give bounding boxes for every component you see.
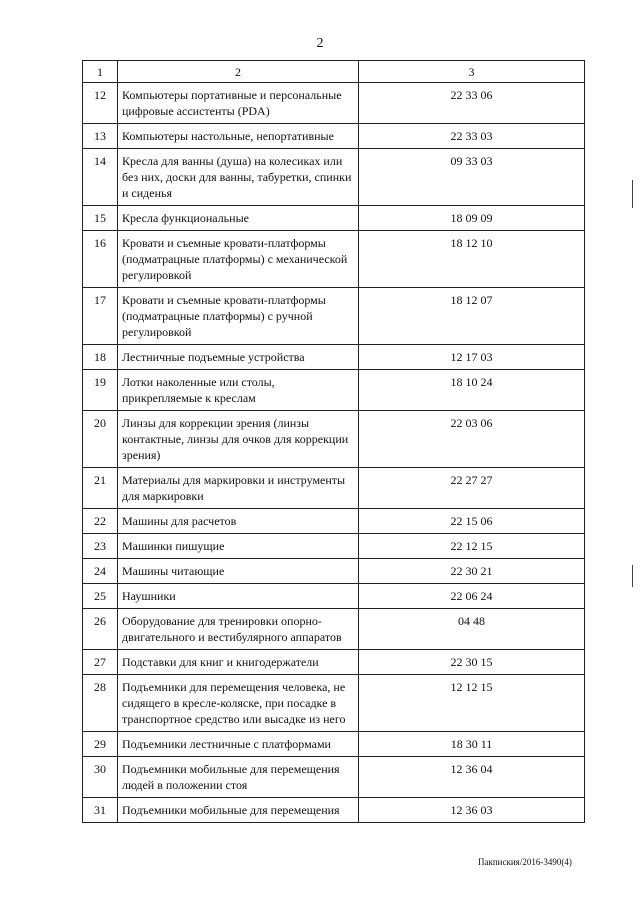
item-name: Кровати и съемные кровати-платформы (подматрацные платформы) с ручной регулировкой <box>118 288 359 345</box>
item-name: Подъемники мобильные для перемещения людей в положении стоя <box>118 757 359 798</box>
row-number: 26 <box>83 609 118 650</box>
item-code: 22 15 06 <box>359 509 585 534</box>
row-number: 12 <box>83 83 118 124</box>
row-number: 29 <box>83 732 118 757</box>
table-row <box>83 370 585 411</box>
item-code: 22 30 15 <box>359 650 585 675</box>
item-name: Компьютеры настольные, непортативные <box>118 124 359 149</box>
item-code: 18 12 10 <box>359 231 585 288</box>
row-number: 18 <box>83 345 118 370</box>
row-number: 31 <box>83 798 118 823</box>
header-cell-num: 1 <box>83 61 118 83</box>
row-number: 25 <box>83 584 118 609</box>
table-row <box>83 798 585 823</box>
page-number: 2 <box>316 36 324 51</box>
header-cell-code: 3 <box>359 61 585 83</box>
item-code: 12 17 03 <box>359 345 585 370</box>
item-code: 09 33 03 <box>359 149 585 206</box>
row-number: 24 <box>83 559 118 584</box>
header-cell-name: 2 <box>118 61 359 83</box>
row-number: 27 <box>83 650 118 675</box>
table-row <box>83 675 585 732</box>
item-name: Кресла для ванны (душа) на колесиках или без них, доски для ванны, табуретки, спинки и сиденья <box>118 149 359 206</box>
table-row <box>83 231 585 288</box>
item-code: 22 30 21 <box>359 559 585 584</box>
item-code: 22 33 06 <box>359 83 585 124</box>
item-name: Подъемники для перемещения человека, не сидящего в кресле-коляске, при посадке в транспортное средство или высадке из него <box>118 675 359 732</box>
item-name: Подставки для книг и книгодержатели <box>118 650 359 675</box>
item-name: Лотки наколенные или столы, прикрепляемые к креслам <box>118 370 359 411</box>
table-row <box>83 732 585 757</box>
item-name: Машины читающие <box>118 559 359 584</box>
item-name: Линзы для коррекции зрения (линзы контактные, линзы для очков для коррекции зрения) <box>118 411 359 468</box>
item-name: Машинки пишущие <box>118 534 359 559</box>
table-row <box>83 509 585 534</box>
document-reference: Пакпиския/2016-3490(4) <box>478 857 572 867</box>
table-row <box>83 650 585 675</box>
row-number: 15 <box>83 206 118 231</box>
table-row <box>83 411 585 468</box>
row-number: 14 <box>83 149 118 206</box>
row-number: 21 <box>83 468 118 509</box>
table-row <box>83 559 585 584</box>
item-code: 22 03 06 <box>359 411 585 468</box>
item-name: Материалы для маркировки и инструменты для маркировки <box>118 468 359 509</box>
item-name: Оборудование для тренировки опорно-двигательного и вестибулярного аппаратов <box>118 609 359 650</box>
item-code: 22 33 03 <box>359 124 585 149</box>
table-row <box>83 83 585 124</box>
row-number: 20 <box>83 411 118 468</box>
scan-edge-mark <box>632 565 633 587</box>
row-number: 30 <box>83 757 118 798</box>
table-row <box>83 206 585 231</box>
item-name: Кресла функциональные <box>118 206 359 231</box>
item-name: Компьютеры портативные и персональные цифровые ассистенты (PDA) <box>118 83 359 124</box>
table-row <box>83 288 585 345</box>
item-name: Лестничные подъемные устройства <box>118 345 359 370</box>
item-code: 22 06 24 <box>359 584 585 609</box>
item-code: 12 36 04 <box>359 757 585 798</box>
item-name: Подъемники лестничные с платформами <box>118 732 359 757</box>
equipment-table <box>82 60 585 823</box>
item-name: Подъемники мобильные для перемещения <box>118 798 359 823</box>
table-row <box>83 124 585 149</box>
item-code: 04 48 <box>359 609 585 650</box>
row-number: 23 <box>83 534 118 559</box>
item-code: 22 12 15 <box>359 534 585 559</box>
scan-edge-mark <box>632 180 633 208</box>
table-row <box>83 468 585 509</box>
item-code: 18 09 09 <box>359 206 585 231</box>
row-number: 28 <box>83 675 118 732</box>
item-code: 18 30 11 <box>359 732 585 757</box>
item-name: Машины для расчетов <box>118 509 359 534</box>
item-code: 18 12 07 <box>359 288 585 345</box>
row-number: 22 <box>83 509 118 534</box>
row-number: 17 <box>83 288 118 345</box>
table-row <box>83 345 585 370</box>
item-name: Наушники <box>118 584 359 609</box>
table-row <box>83 534 585 559</box>
item-code: 18 10 24 <box>359 370 585 411</box>
table-row <box>83 609 585 650</box>
row-number: 13 <box>83 124 118 149</box>
row-number: 16 <box>83 231 118 288</box>
item-name: Кровати и съемные кровати-платформы (подматрацные платформы) с механической регулировкой <box>118 231 359 288</box>
table-row <box>83 757 585 798</box>
table-row <box>83 149 585 206</box>
table-header-row <box>83 61 585 83</box>
item-code: 12 36 03 <box>359 798 585 823</box>
table-row <box>83 584 585 609</box>
row-number: 19 <box>83 370 118 411</box>
item-code: 12 12 15 <box>359 675 585 732</box>
item-code: 22 27 27 <box>359 468 585 509</box>
